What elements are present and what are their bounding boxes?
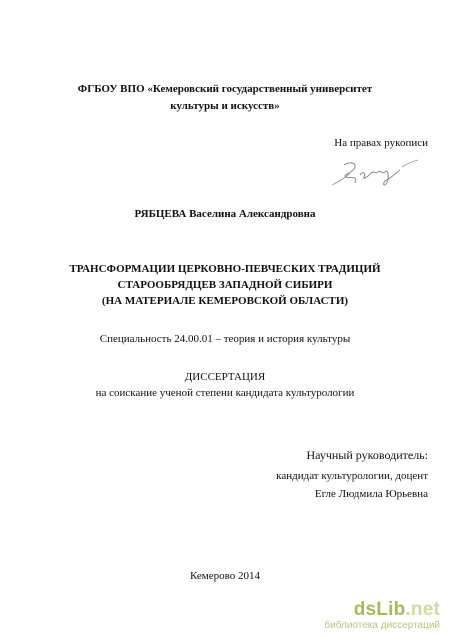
supervisor-heading: Научный руководитель:	[306, 448, 428, 462]
degree-line: на соискание ученой степени кандидата культурологии	[95, 387, 355, 399]
rights-note: На правах рукописи	[334, 137, 428, 149]
university-header-line-2: культуры и искусств»	[170, 100, 280, 112]
supervisor-rank: кандидат культурологии, доцент	[276, 470, 428, 482]
dissertation-title-line-2: СТАРООБРЯДЦЕВ ЗАПАДНОЙ СИБИРИ	[117, 279, 333, 291]
dissertation-title-line-1: ТРАНСФОРМАЦИИ ЦЕРКОВНО-ПЕВЧЕСКИХ ТРАДИЦИЙ	[69, 263, 381, 275]
dslib-watermark	[310, 600, 440, 632]
university-header-line-1: ФГБОУ ВПО «Кемеровский государственный университет	[77, 83, 373, 95]
dslib-tagline: библиотека диссертаций	[324, 620, 440, 631]
dslib-logo	[310, 600, 440, 620]
dslib-logo-main: dsLib	[353, 599, 406, 620]
place-and-year: Кемерово 2014	[189, 570, 260, 582]
signature-image	[328, 155, 420, 191]
author-name: РЯБЦЕВА Васелина Александровна	[134, 208, 316, 220]
dissertation-title-line-3: (НА МАТЕРИАЛЕ КЕМЕРОВСКОЙ ОБЛАСТИ)	[101, 295, 349, 307]
specialty: Специальность 24.00.01 – теория и история культуры	[99, 333, 351, 345]
work-type: ДИССЕРТАЦИЯ	[184, 371, 266, 383]
dslib-logo-sub: .net	[405, 599, 440, 620]
supervisor-name: Егле Людмила Юрьевна	[314, 488, 428, 500]
